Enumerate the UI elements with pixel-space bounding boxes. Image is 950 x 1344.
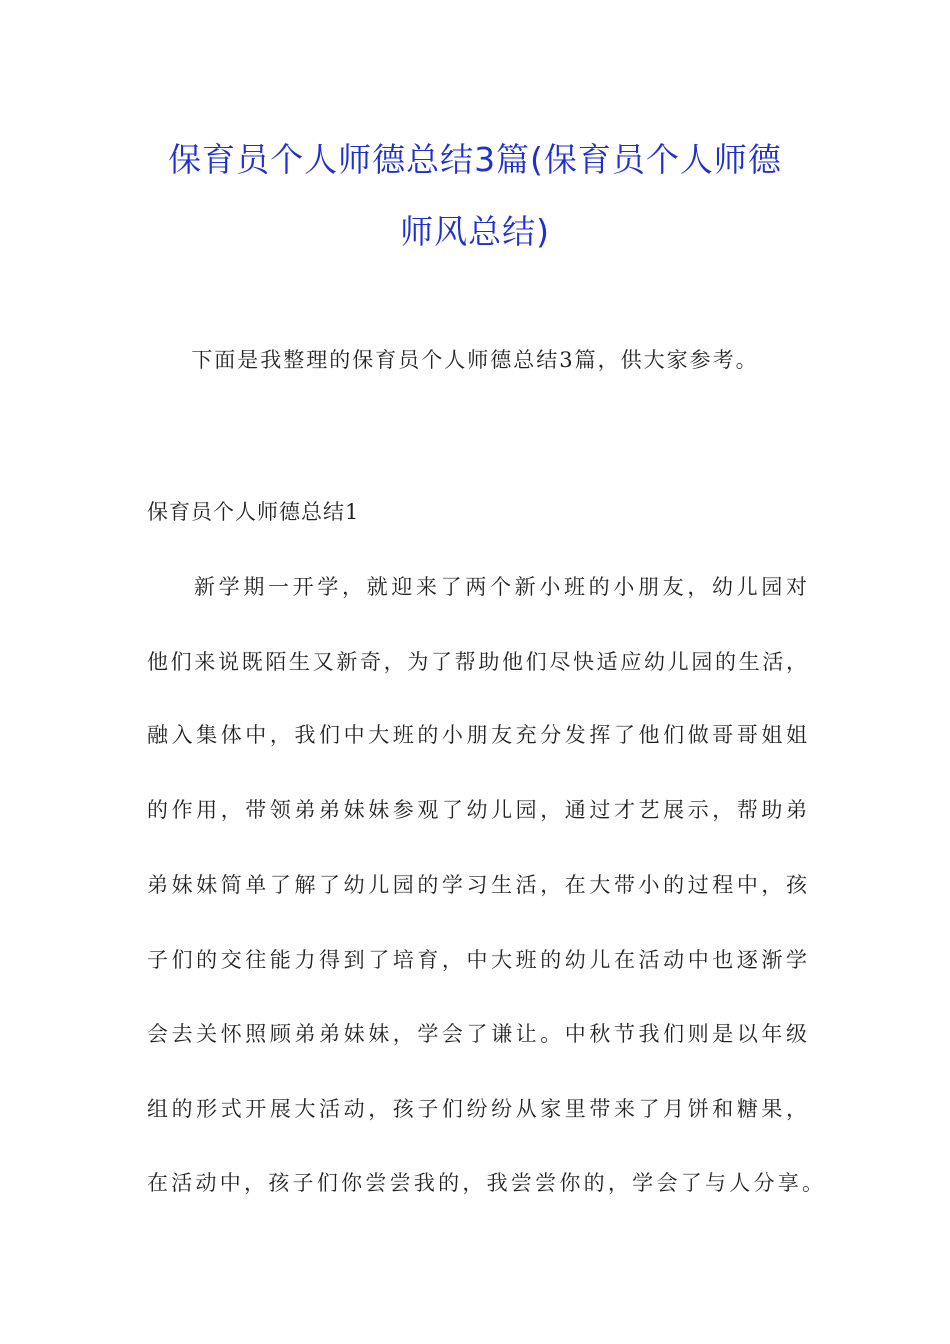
section-heading: 保育员个人师德总结1 [147,500,360,524]
intro-paragraph: 下面是我整理的保育员个人师德总结3篇，供大家参考。 [191,348,759,372]
paragraph-line-8: 组的形式开展大活动，孩子们纷纷从家里带来了月饼和糖果， [147,1097,807,1121]
paragraph-line-4: 的作用，带领弟弟妹妹参观了幼儿园，通过才艺展示，帮助弟 [147,798,807,822]
paragraph-line-1: 新学期一开学，就迎来了两个新小班的小朋友，幼儿园对 [194,575,807,599]
paragraph-line-2: 他们来说既陌生又新奇，为了帮助他们尽快适应幼儿园的生活， [147,650,807,674]
paragraph-line-9: 在活动中，孩子们你尝尝我的，我尝尝你的，学会了与人分享。 [147,1171,823,1195]
paragraph-line-6: 子们的交往能力得到了培育，中大班的幼儿在活动中也逐渐学 [147,948,807,972]
paragraph-line-7: 会去关怀照顾弟弟妹妹，学会了谦让。中秋节我们则是以年级 [147,1022,807,1046]
document-title-line-1: 保育员个人师德总结3篇(保育员个人师德 [168,140,782,179]
document-title-line-2: 师风总结) [400,212,550,251]
paragraph-line-5: 弟妹妹简单了解了幼儿园的学习生活，在大带小的过程中，孩 [147,873,807,897]
paragraph-line-3: 融入集体中，我们中大班的小朋友充分发挥了他们做哥哥姐姐 [147,723,807,747]
